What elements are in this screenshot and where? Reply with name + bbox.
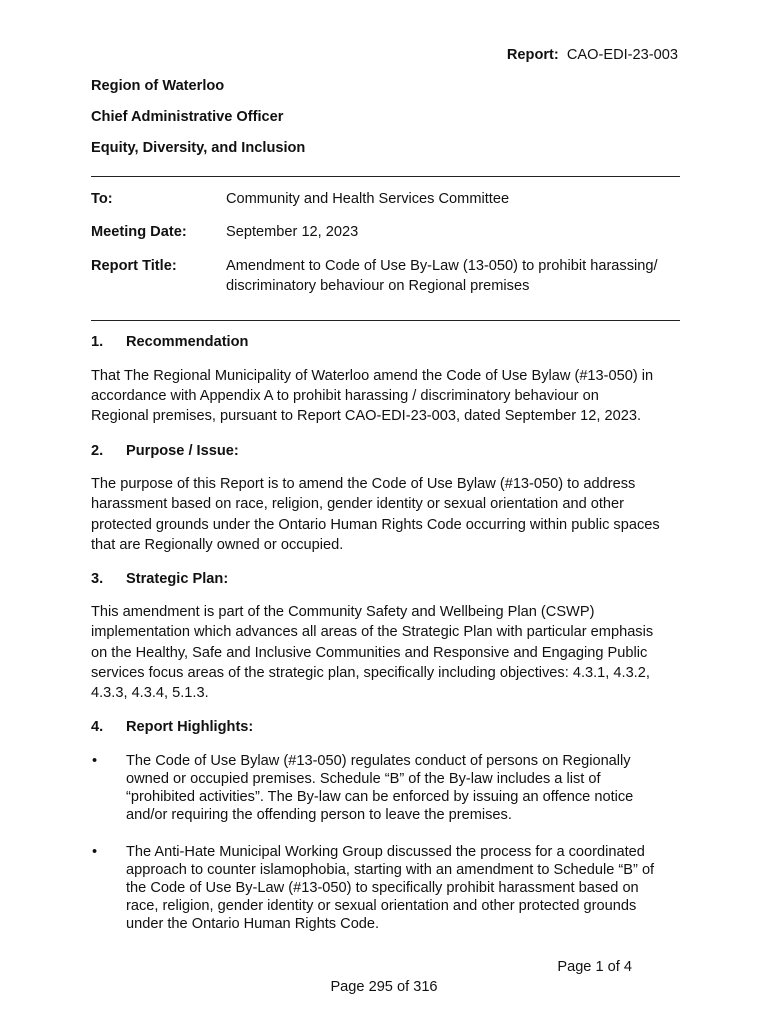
section-title-recommendation: Recommendation xyxy=(126,334,249,350)
division-name: Equity, Diversity, and Inclusion xyxy=(91,140,306,156)
top-divider xyxy=(91,176,680,177)
paragraph-line: That The Regional Municipality of Waterloo amend the Code of Use Bylaw (#13-050) in xyxy=(91,368,654,384)
bullet-line: owned or occupied premises. Schedule “B” of the By-law includes a list of xyxy=(126,771,601,787)
paragraph-line: 4.3.3, 4.3.4, 5.1.3. xyxy=(91,685,209,701)
section-number: 4. xyxy=(91,719,104,735)
paragraph-line: harassment based on race, religion, gender identity or sexual orientation and other xyxy=(91,496,624,512)
org-name: Region of Waterloo xyxy=(91,78,225,94)
section-title-strategic-plan: Strategic Plan: xyxy=(126,571,229,587)
bottom-divider xyxy=(91,320,680,321)
section-number: 2. xyxy=(91,443,104,459)
bullet-line: The Code of Use Bylaw (#13-050) regulates conduct of persons on Regionally xyxy=(126,753,631,769)
department-name: Chief Administrative Officer xyxy=(91,109,284,125)
report-title-line-1: Amendment to Code of Use By-Law (13-050) to prohibit harassing/ xyxy=(226,258,658,274)
paragraph-line: This amendment is part of the Community Safety and Wellbeing Plan (CSWP) xyxy=(91,604,595,620)
section-number: 3. xyxy=(91,571,104,587)
paragraph-line: implementation which advances all areas of the Strategic Plan with particular emphasis xyxy=(91,624,654,640)
section-title-report-highlights: Report Highlights: xyxy=(126,719,254,735)
page-number: Page 1 of 4 xyxy=(557,959,632,975)
paragraph-line: The purpose of this Report is to amend the Code of Use Bylaw (#13-050) to address xyxy=(91,476,636,492)
bullet-line: “prohibited activities”. The By-law can be enforced by issuing an offence notice xyxy=(126,789,634,805)
bullet-line: the Code of Use By-Law (#13-050) to specifically prohibit harassment based on xyxy=(126,880,639,896)
report-title-line-2: discriminatory behaviour on Regional premises xyxy=(226,278,530,294)
paragraph-line: services focus areas of the strategic plan, specifically including objectives: 4.3.1, 4.3.2, xyxy=(91,665,650,681)
bullet-line: under the Ontario Human Rights Code. xyxy=(126,916,380,932)
paragraph-line: accordance with Appendix A to prohibit harassing / discriminatory behaviour on xyxy=(91,388,599,404)
report-id xyxy=(0,45,678,65)
bullet-line: and/or requiring the offending person to leave the premises. xyxy=(126,807,512,823)
paragraph-line: protected grounds under the Ontario Human Rights Code occurring within public spaces xyxy=(91,517,660,533)
report-number: CAO-EDI-23-003 xyxy=(566,47,678,63)
to-value: Community and Health Services Committee xyxy=(226,191,510,207)
report-label: Report: xyxy=(506,47,559,63)
paragraph-line: on the Healthy, Safe and Inclusive Communities and Responsive and Engaging Public xyxy=(91,645,648,661)
paragraph-line: Regional premises, pursuant to Report CAO-EDI-23-003, dated September 12, 2023. xyxy=(91,408,642,424)
document-page-number: Page 295 of 316 xyxy=(330,979,438,995)
report-title-label: Report Title: xyxy=(91,258,177,274)
to-label: To: xyxy=(91,191,113,207)
bullet-line: The Anti-Hate Municipal Working Group discussed the process for a coordinated xyxy=(126,844,645,860)
meeting-date-value: September 12, 2023 xyxy=(226,224,359,240)
paragraph-line: that are Regionally owned or occupied. xyxy=(91,537,344,553)
bullet-line: approach to counter islamophobia, starting with an amendment to Schedule “B” of xyxy=(126,862,655,878)
bullet-icon: • xyxy=(92,844,98,860)
bullet-icon: • xyxy=(92,753,98,769)
section-number: 1. xyxy=(91,334,104,350)
meeting-date-label: Meeting Date: xyxy=(91,224,187,240)
bullet-line: race, religion, gender identity or sexual orientation and other protected grounds xyxy=(126,898,637,914)
section-title-purpose: Purpose / Issue: xyxy=(126,443,239,459)
